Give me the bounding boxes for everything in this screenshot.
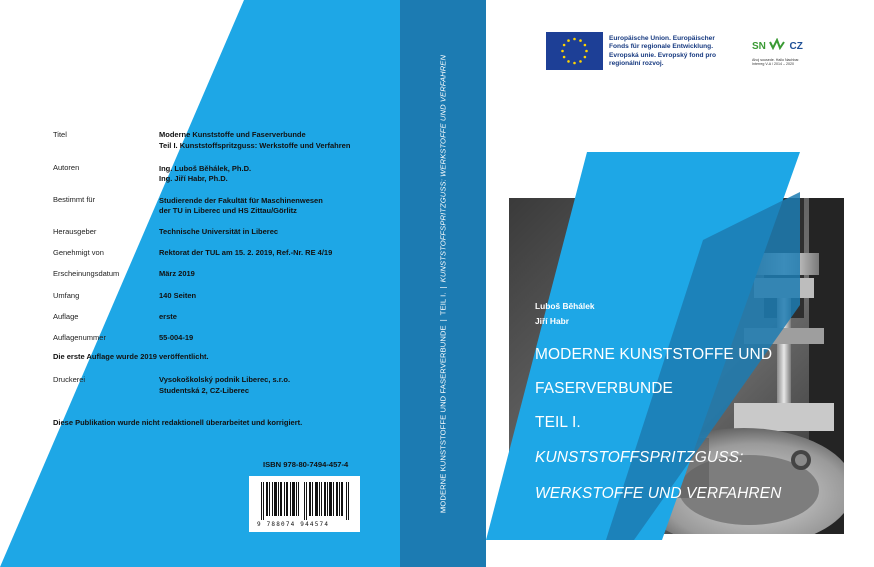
sncz-logo-sn: SN xyxy=(752,41,766,52)
sncz-logo-cz: CZ xyxy=(789,41,803,52)
front-title-line-3: TEIL I. xyxy=(535,414,581,431)
imprint-value-author-2: Ing. Jiří Habr, Ph.D. xyxy=(159,174,228,183)
imprint-value-printer-2: Studentská 2, CZ-Liberec xyxy=(159,386,250,395)
spine-title xyxy=(439,4,448,564)
sncz-caption-line-1: Ahoj sousede. Hallo Nachbar. xyxy=(752,58,800,62)
imprint-value-audience-1: Studierende der Fakultät für Maschinenwesen xyxy=(159,196,323,205)
spine-separator-1: | xyxy=(438,319,448,322)
front-author-2: Jiří Habr xyxy=(535,316,569,326)
front-cover-shapes xyxy=(486,0,874,567)
spine-separator-2: | xyxy=(438,286,448,289)
imprint-revision-note: Diese Publikation wurde nicht redaktionell überarbeitet und korrigiert. xyxy=(53,418,303,427)
eu-text-line-1: Europäische Union. Europäischer xyxy=(609,35,715,42)
imprint-value-date: März 2019 xyxy=(159,269,195,278)
imprint-value-pages: 140 Seiten xyxy=(159,291,197,300)
imprint-value-audience-2: der TU in Liberec und HS Zittau/Görlitz xyxy=(159,206,297,215)
barcode-icon xyxy=(261,482,349,520)
barcode-box xyxy=(249,476,360,532)
front-subtitle-line-2: WERKSTOFFE UND VERFAHREN xyxy=(535,485,782,502)
imprint-label-edition: Auflage xyxy=(53,312,79,321)
sncz-caption-line-2: Interreg V-A / 2014 – 2020 xyxy=(752,62,794,67)
eu-text-line-2: Fonds für regionale Entwicklung. xyxy=(609,43,714,51)
imprint-label-date: Erscheinungsdatum xyxy=(53,269,120,278)
imprint-label-pages: Umfang xyxy=(53,291,80,300)
imprint-value-edition-number: 55-004-19 xyxy=(159,333,194,342)
imprint-value-printer-1: Vysokoškolský podnik Liberec, s.r.o. xyxy=(159,375,291,384)
front-subtitle-line-1: KUNSTSTOFFSPRITZGUSS: xyxy=(535,449,744,466)
imprint-label-authors: Autoren xyxy=(53,163,80,172)
imprint-first-edition-note: Die erste Auflage wurde 2019 veröffentlicht. xyxy=(53,352,209,361)
imprint-value-approved: Rektorat der TUL am 15. 2. 2019, Ref.-Nr. RE 4/19 xyxy=(159,248,333,257)
imprint-label-edition-number: Auflagenummer xyxy=(53,333,106,342)
imprint-value-edition: erste xyxy=(159,312,177,321)
eu-text-line-3: Evropská unie. Evropský fond pro xyxy=(609,51,716,59)
imprint-label-printer: Druckerei xyxy=(53,375,86,384)
spine-title-part1: MODERNE KUNSTSTOFFE UND FASERVERBUNDE xyxy=(438,325,448,514)
eu-text-line-4: regionální rozvoj. xyxy=(609,59,664,67)
imprint-label-approved: Genehmigt von xyxy=(53,248,104,257)
imprint-label-title: Titel xyxy=(53,130,67,139)
spine-title-part3: KUNSTSTOFFSPRITZGUSS: WERKSTOFFE UND VERFAHREN xyxy=(438,54,448,283)
barcode-digits: 9 788074 944574 xyxy=(257,521,330,528)
imprint-value-title-2: Teil I. Kunststoffspritzguss: Werkstoffe und Verfahren xyxy=(159,141,351,150)
imprint-label-audience: Bestimmt für xyxy=(53,195,96,204)
imprint-value-author-1: Ing. Luboš Běhálek, Ph.D. xyxy=(159,164,252,173)
front-title-line-2: FASERVERBUNDE xyxy=(535,380,673,397)
spine-title-part2: TEIL I. xyxy=(438,292,448,316)
imprint-value-title-1: Moderne Kunststoffe und Faserverbunde xyxy=(159,130,306,139)
isbn-text: ISBN 978-80-7494-457-4 xyxy=(263,460,349,469)
front-author-1: Luboš Běhálek xyxy=(535,301,595,311)
imprint-label-publisher: Herausgeber xyxy=(53,227,97,236)
imprint-value-publisher: Technische Universität in Liberec xyxy=(159,227,279,236)
front-title-line-1: MODERNE KUNSTSTOFFE UND xyxy=(535,346,773,363)
